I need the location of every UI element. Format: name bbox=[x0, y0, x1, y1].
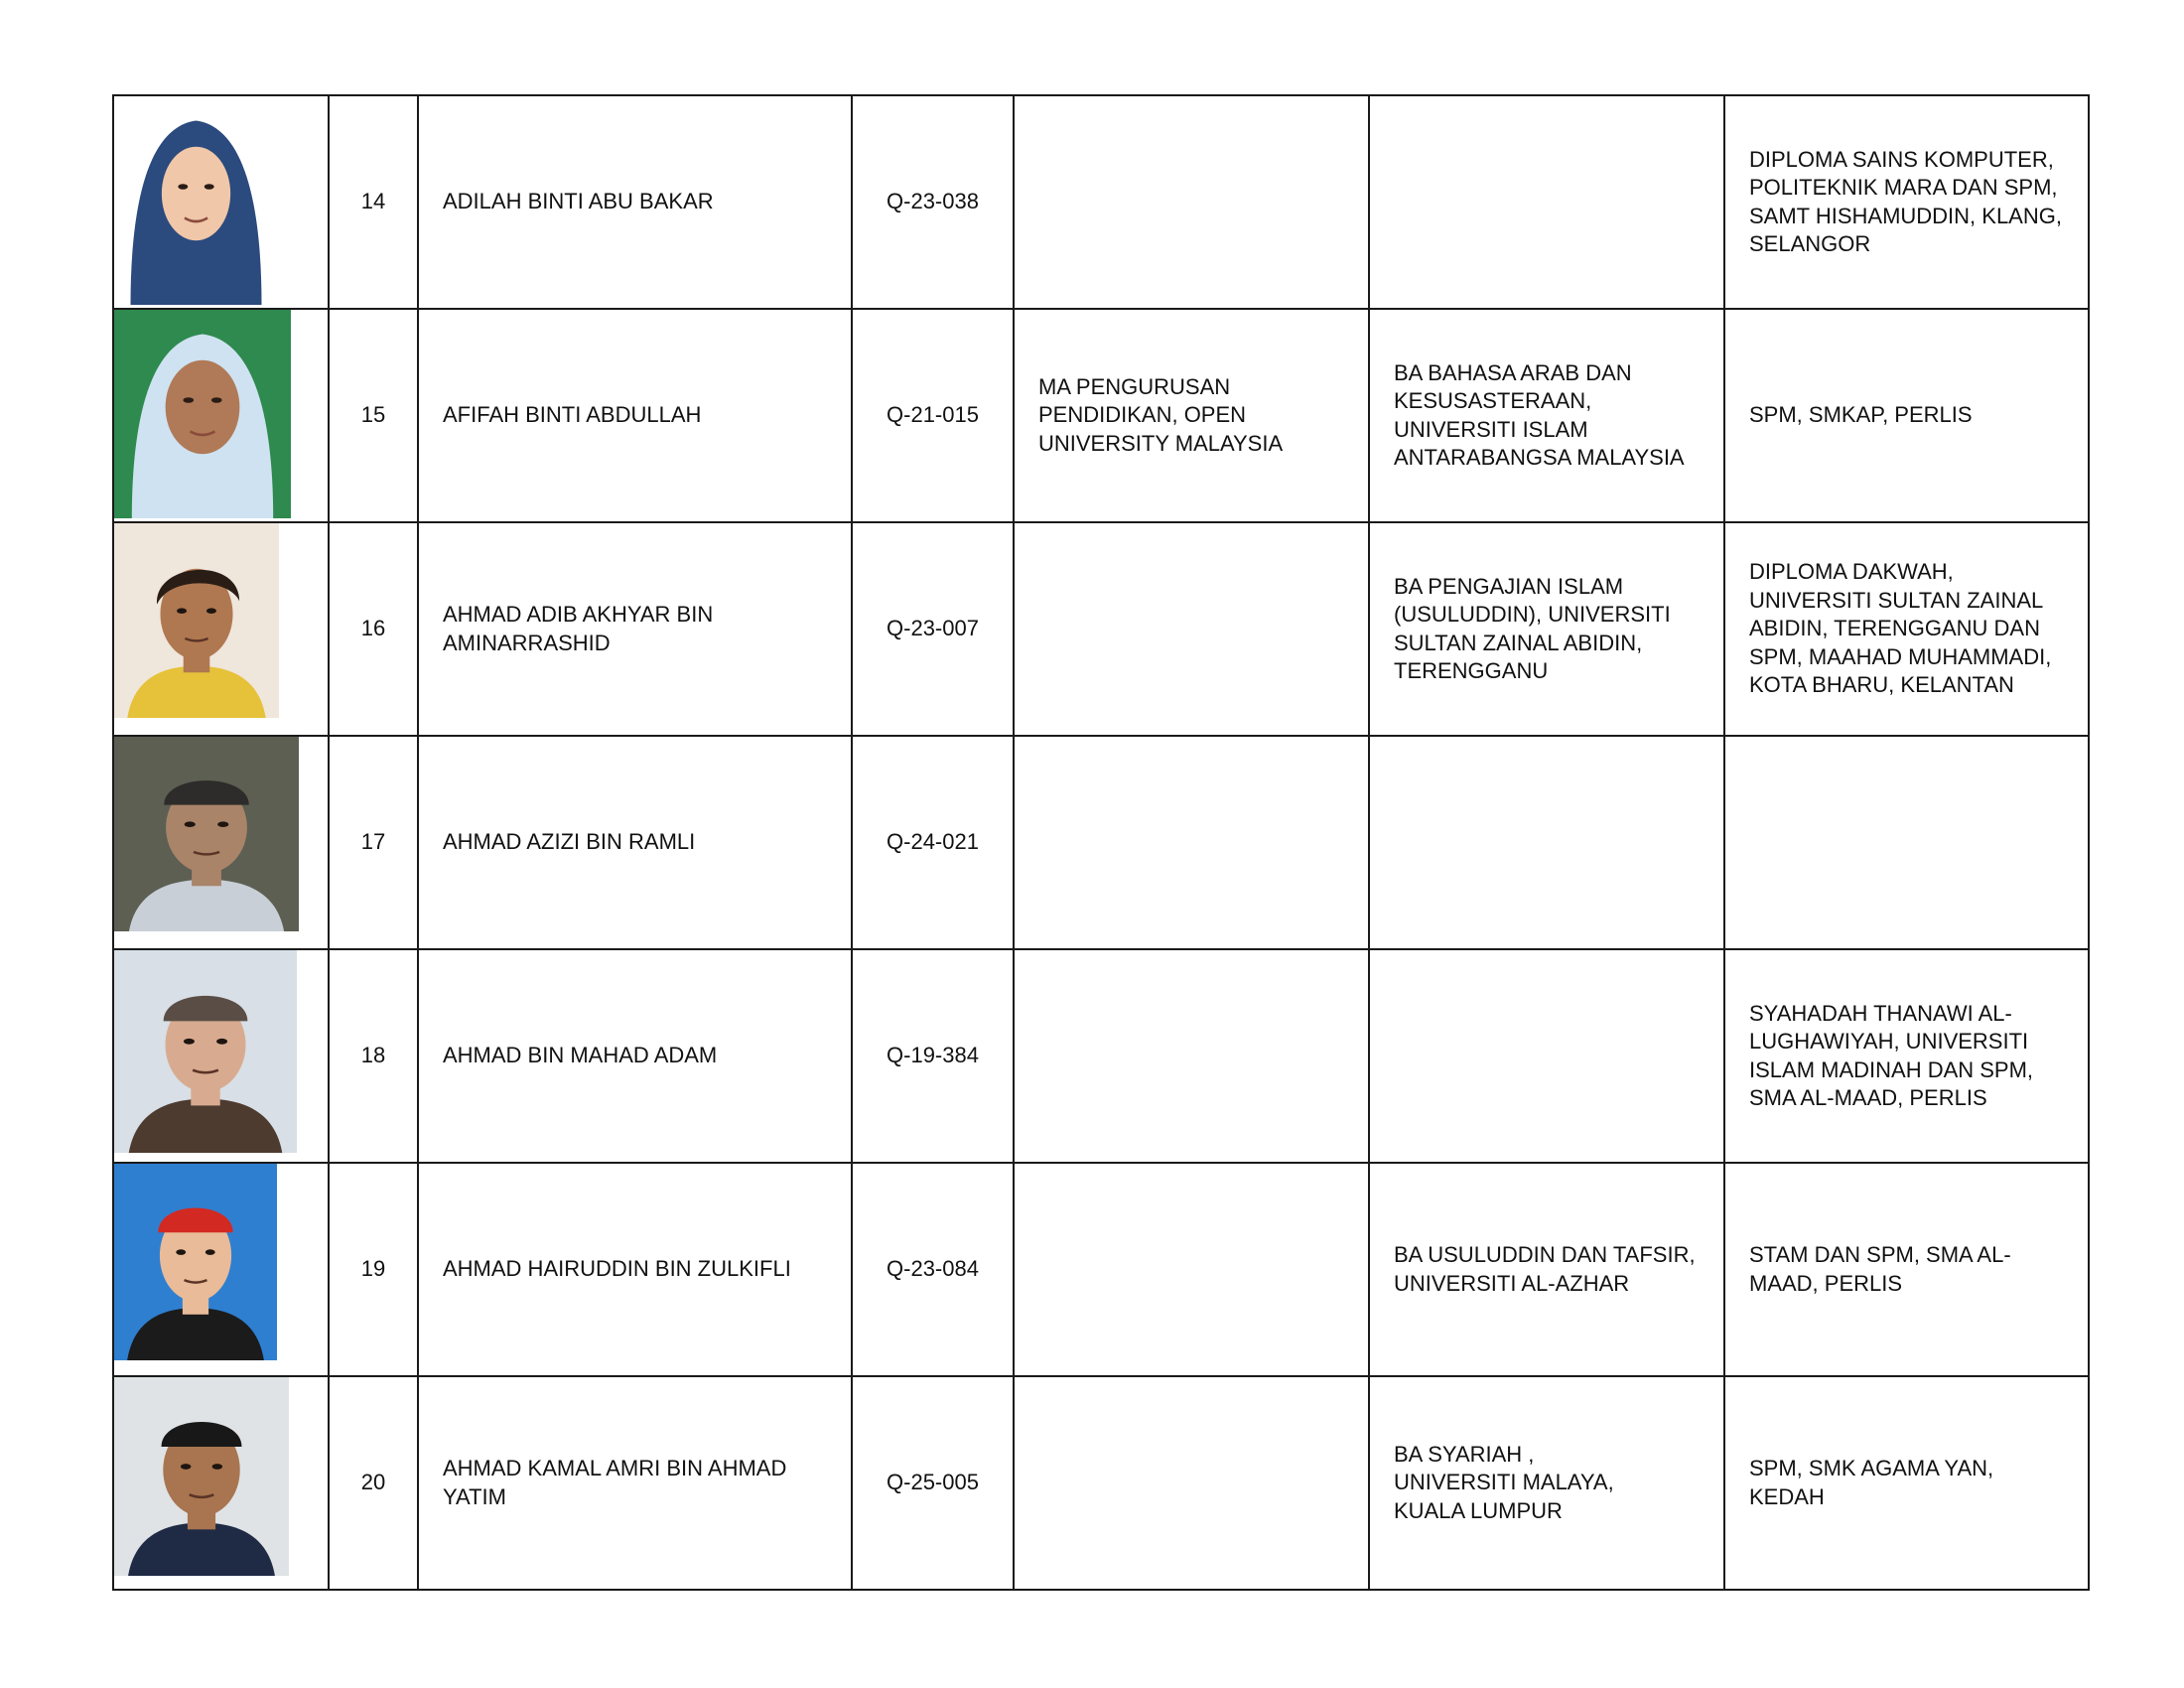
candidate-code: Q-23-038 bbox=[852, 95, 1014, 309]
photo-cell bbox=[113, 522, 329, 736]
masters-qualification bbox=[1014, 522, 1369, 736]
candidate-code: Q-21-015 bbox=[852, 309, 1014, 522]
portrait-image bbox=[114, 523, 279, 718]
masters-qualification: MA PENGURUSAN PENDIDIKAN, OPEN UNIVERSITY MALAYSIA bbox=[1014, 309, 1369, 522]
table-row bbox=[113, 95, 2089, 309]
table-row bbox=[113, 736, 2089, 949]
row-number: 15 bbox=[329, 309, 418, 522]
portrait-image bbox=[114, 737, 299, 931]
portrait-image bbox=[114, 310, 291, 518]
candidate-name: AHMAD HAIRUDDIN BIN ZULKIFLI bbox=[418, 1163, 852, 1376]
candidate-name: AHMAD KAMAL AMRI BIN AHMAD YATIM bbox=[418, 1376, 852, 1590]
candidate-code: Q-24-021 bbox=[852, 736, 1014, 949]
row-number: 20 bbox=[329, 1376, 418, 1590]
masters-qualification bbox=[1014, 1163, 1369, 1376]
photo-cell bbox=[113, 1163, 329, 1376]
row-number: 19 bbox=[329, 1163, 418, 1376]
school-qualification bbox=[1724, 736, 2089, 949]
row-number: 14 bbox=[329, 95, 418, 309]
candidate-photo bbox=[114, 1164, 277, 1360]
school-qualification: DIPLOMA DAKWAH, UNIVERSITI SULTAN ZAINAL ABIDIN, TERENGGANU DAN SPM, MAAHAD MUHAMMADI, KOTA BHARU, KELANTAN bbox=[1724, 522, 2089, 736]
degree-qualification: BA SYARIAH , UNIVERSITI MALAYA, KUALA LUMPUR bbox=[1369, 1376, 1724, 1590]
candidate-photo bbox=[114, 96, 278, 305]
candidate-code: Q-23-084 bbox=[852, 1163, 1014, 1376]
row-number: 16 bbox=[329, 522, 418, 736]
candidate-photo bbox=[114, 737, 299, 931]
table-row bbox=[113, 522, 2089, 736]
row-number: 18 bbox=[329, 949, 418, 1163]
masters-qualification bbox=[1014, 949, 1369, 1163]
candidate-name: AFIFAH BINTI ABDULLAH bbox=[418, 309, 852, 522]
table-row bbox=[113, 1376, 2089, 1590]
degree-qualification: BA PENGAJIAN ISLAM (USULUDDIN), UNIVERSITI SULTAN ZAINAL ABIDIN, TERENGGANU bbox=[1369, 522, 1724, 736]
portrait-image bbox=[114, 1164, 277, 1360]
portrait-image bbox=[114, 96, 278, 305]
table-row bbox=[113, 309, 2089, 522]
photo-cell bbox=[113, 949, 329, 1163]
portrait-image bbox=[114, 950, 297, 1153]
photo-cell bbox=[113, 736, 329, 949]
candidate-table bbox=[112, 94, 2090, 1591]
candidate-photo bbox=[114, 310, 291, 518]
school-qualification: SYAHADAH THANAWI AL- LUGHAWIYAH, UNIVERSITI ISLAM MADINAH DAN SPM, SMA AL-MAAD, PERLIS bbox=[1724, 949, 2089, 1163]
school-qualification: SPM, SMKAP, PERLIS bbox=[1724, 309, 2089, 522]
portrait-image bbox=[114, 1377, 289, 1576]
masters-qualification bbox=[1014, 736, 1369, 949]
candidate-code: Q-25-005 bbox=[852, 1376, 1014, 1590]
degree-qualification: BA BAHASA ARAB DAN KESUSASTERAAN, UNIVERSITI ISLAM ANTARABANGSA MALAYSIA bbox=[1369, 309, 1724, 522]
candidate-name: AHMAD AZIZI BIN RAMLI bbox=[418, 736, 852, 949]
school-qualification: SPM, SMK AGAMA YAN, KEDAH bbox=[1724, 1376, 2089, 1590]
masters-qualification bbox=[1014, 1376, 1369, 1590]
table-row bbox=[113, 949, 2089, 1163]
candidate-photo bbox=[114, 523, 279, 718]
school-qualification: DIPLOMA SAINS KOMPUTER, POLITEKNIK MARA DAN SPM, SAMT HISHAMUDDIN, KLANG, SELANGOR bbox=[1724, 95, 2089, 309]
degree-qualification: BA USULUDDIN DAN TAFSIR, UNIVERSITI AL-AZHAR bbox=[1369, 1163, 1724, 1376]
candidate-code: Q-19-384 bbox=[852, 949, 1014, 1163]
school-qualification: STAM DAN SPM, SMA AL- MAAD, PERLIS bbox=[1724, 1163, 2089, 1376]
candidate-photo bbox=[114, 1377, 289, 1576]
photo-cell bbox=[113, 95, 329, 309]
candidate-photo bbox=[114, 950, 297, 1153]
degree-qualification bbox=[1369, 736, 1724, 949]
candidate-name: AHMAD ADIB AKHYAR BIN AMINARRASHID bbox=[418, 522, 852, 736]
candidate-name: ADILAH BINTI ABU BAKAR bbox=[418, 95, 852, 309]
degree-qualification bbox=[1369, 95, 1724, 309]
candidate-name: AHMAD BIN MAHAD ADAM bbox=[418, 949, 852, 1163]
row-number: 17 bbox=[329, 736, 418, 949]
photo-cell bbox=[113, 309, 329, 522]
degree-qualification bbox=[1369, 949, 1724, 1163]
table-row bbox=[113, 1163, 2089, 1376]
candidate-rows bbox=[113, 95, 2089, 1590]
candidate-code: Q-23-007 bbox=[852, 522, 1014, 736]
masters-qualification bbox=[1014, 95, 1369, 309]
photo-cell bbox=[113, 1376, 329, 1590]
